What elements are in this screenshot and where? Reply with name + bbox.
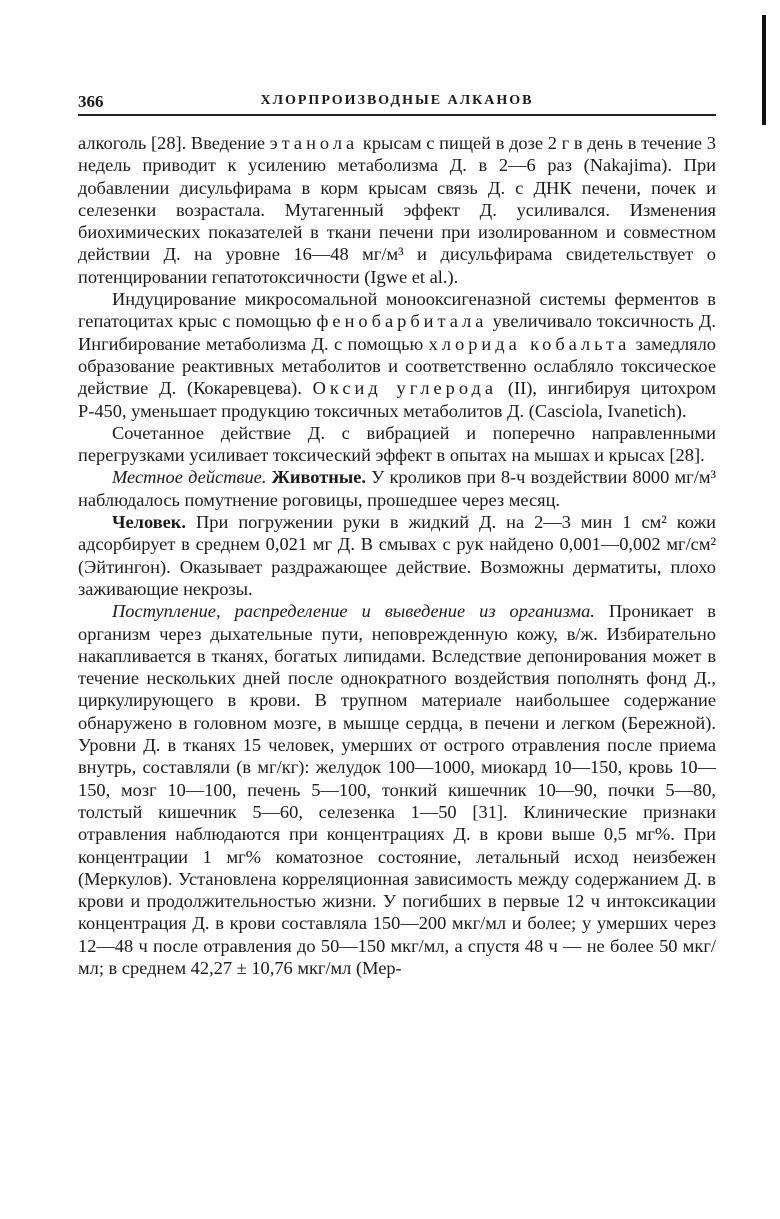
paragraph-4	[78, 466, 716, 511]
running-title: ХЛОРПРОИЗВОДНЫЕ АЛКАНОВ	[260, 93, 534, 108]
spaced-term: фенобарбитала	[316, 311, 488, 332]
subheading-bold: Животные.	[271, 467, 366, 488]
page-number: 366	[78, 92, 104, 111]
text-run: Сочетанное действие Д. с вибрацией и поперечно направленными перегрузками усиливает токсический эффект в опытах на мышах и крысах [28].	[78, 422, 716, 466]
text-run: (II), ингибируя цитохром Р-450, уменьшает продукцию токсичных метаболитов Д. (Casciola, Ivanetich).	[78, 378, 716, 421]
subheading-bold: Человек.	[112, 512, 187, 533]
paragraph-3	[78, 422, 716, 467]
text-run: Проникает в организм через дыхательные пути, неповрежденную кожу, в/ж. Избирательно накапливается в тканях, богатых липидами. Вследствие депонирования может в течение нескольких дней после однократного воздействия пополнять фонд Д., циркулирующего в крови. В трупном материале наибольшее содержание обнаружено в головном мозге, в мышце сердца, в печени и легком (Бережной). Уровни Д. в тканях 15 человек, умерших от острого отравления после приема внутрь, составляли (в мг/кг): желудок 100—1000, миокард 10—150, кровь 10—150, мозг 10—100, печень 5—100, тонкий кишечник 10—90, почки 5—80, толстый кишечник 5—60, селезенка 1—50 [31]. Клинические признаки отравления наблюдаются при концентрациях Д. в крови выше 0,5 мг%. При концентрации 1 мг% коматозное состояние, летальный исход неизбежен (Меркулов). Установлена корреляционная зависимость между содержанием Д. в крови и продолжительностью жизни. У погибших в первые 12 ч интоксикации концентрация Д. в крови составляла 150—200 мкг/мл и более; у умерших через 12—48 ч после отравления до 50—150 мкг/мл, а спустя 48 ч — не более 50 мкг/мл; в среднем 42,27 ± 10,76 мкг/мл (Мер-	[78, 601, 716, 978]
spaced-term: этанола	[269, 133, 359, 153]
text-run: замедляло образование реактивных метаболитов и соответственно ослабляло токсическое действие Д. (Кокаревцева).	[78, 333, 716, 399]
page-header	[78, 92, 716, 116]
text-run: увеличивало токсичность Д. Ингибирование метаболизма Д. с помощью	[78, 311, 717, 354]
spaced-term: Оксид углерода	[312, 378, 498, 399]
text-run: Индуцирование микросомальной монооксигеназной системы ферментов в гепатоцитах крыс с помощью	[78, 289, 716, 332]
text-run: У кроликов при 8-ч воздействии 8000 мг/м³ наблюдалось помутнение роговицы, прошедшее через месяц.	[78, 467, 716, 510]
text-run: При погружении руки в жидкий Д. на 2—3 мин 1 см² кожи адсорбирует в среднем 0,021 мг Д. В смывах с рук найдено 0,001—0,002 мг/см² (Эйтингон). Оказывает раздражающее действие. Возможны дерматиты, плохо заживающие некрозы.	[78, 512, 716, 599]
paragraph-5	[78, 511, 716, 600]
paragraph-1	[78, 132, 716, 288]
text-run: крысам с пищей в дозе 2 г в день в течение 3 недель приводит к усилению метаболизма Д. в 2—6 раз (Nakajima). При добавлении дисульфирама в корм крысам связь Д. с ДНК печени, почек и селезенки возрастала. Мутагенный эффект Д. усиливался. Изменения биохимических показателей в ткани печени при изолированном и совместном действии Д. на уровне 16—48 мг/м³ и дисульфирама свидетельствует о потенцировании гепатотоксичности (Igwe et al.).	[78, 133, 716, 287]
spaced-term: хлорида кобальта	[428, 333, 631, 354]
section-heading-italic: Поступление, распределение и выведение из организма.	[112, 601, 595, 622]
text-run: алкоголь [28]. Введение	[78, 133, 270, 153]
scan-edge-mark	[762, 15, 766, 125]
section-heading-italic: Местное действие.	[112, 467, 267, 488]
paragraph-6	[78, 600, 716, 979]
paragraph-2	[78, 288, 716, 422]
body-text	[78, 132, 716, 979]
